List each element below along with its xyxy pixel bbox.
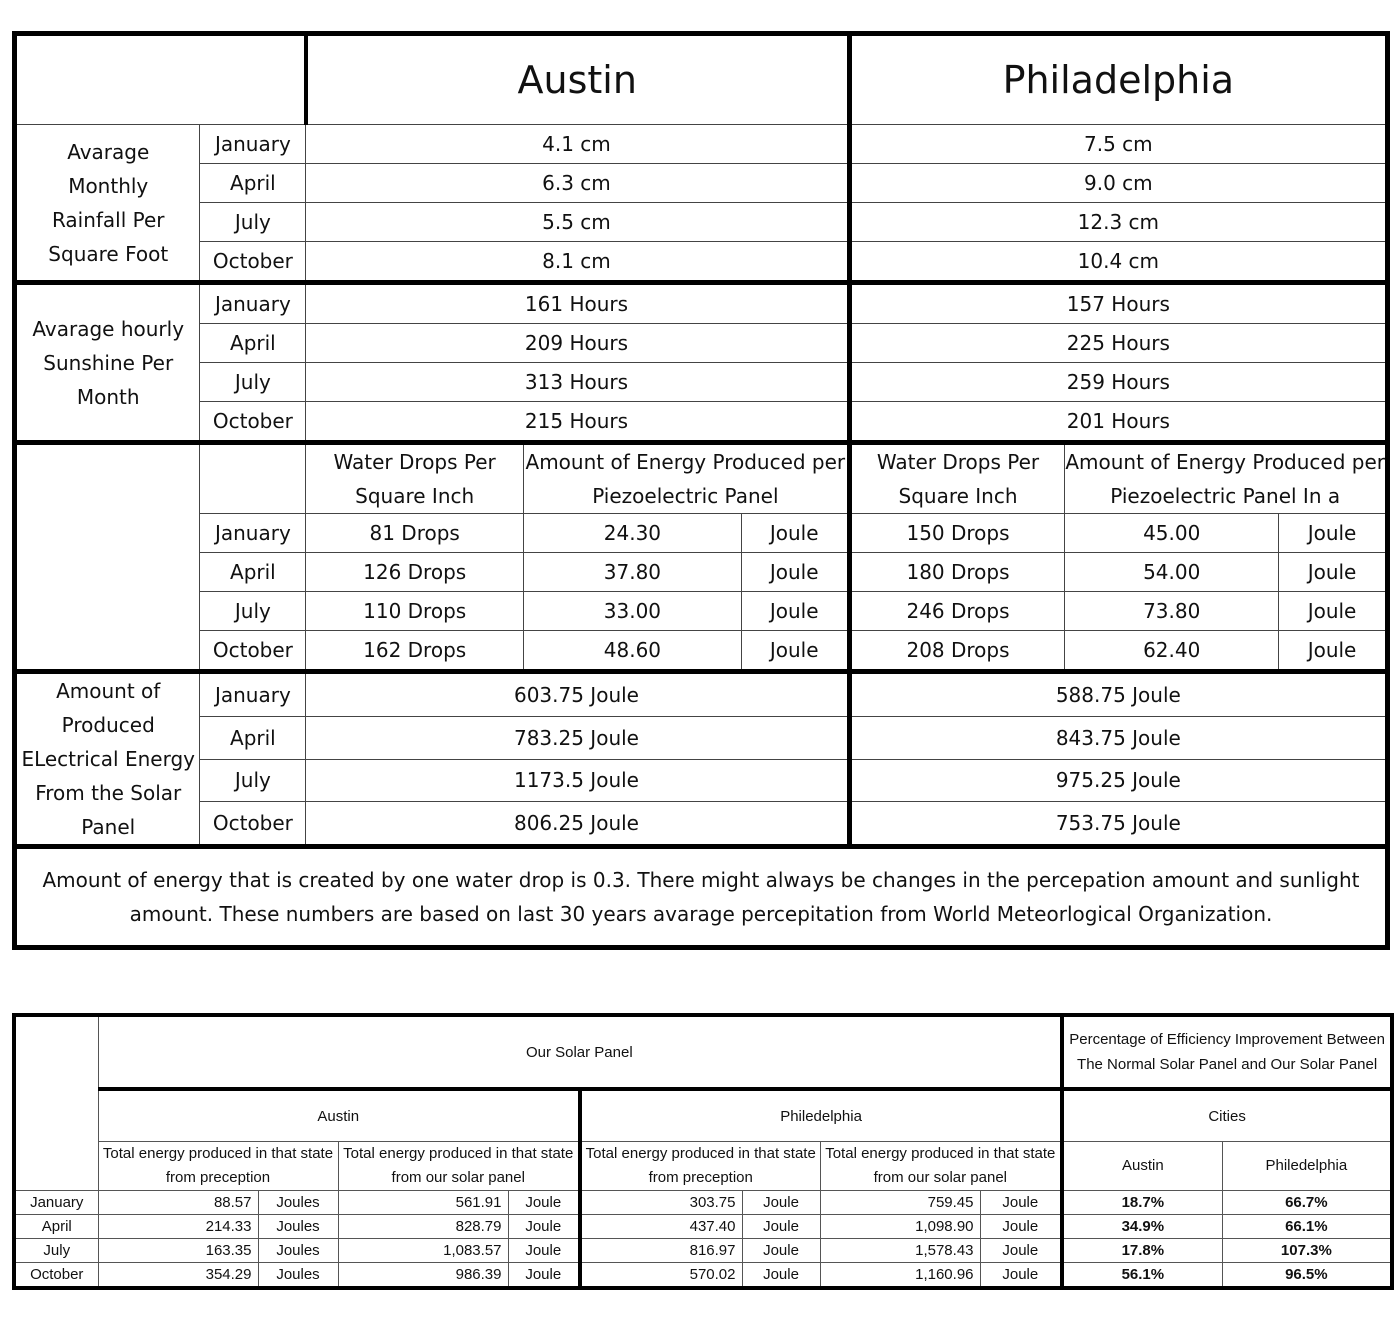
month-label: October: [200, 631, 306, 672]
phila-preception-value: 570.02: [580, 1263, 742, 1289]
month-label: July: [200, 203, 306, 242]
pct-col-austin: Austin: [1062, 1142, 1222, 1191]
unit-joule: Joule: [741, 553, 849, 592]
month-label: July: [200, 592, 306, 631]
corner-cell: [15, 34, 306, 125]
solar-philadelphia: 753.75 Joule: [849, 802, 1387, 847]
unit-joule: Joule: [741, 631, 849, 672]
month-label: October: [14, 1263, 98, 1289]
solar-philadelphia: 975.25 Joule: [849, 759, 1387, 802]
solar-energy-label: Amount of Produced ELectrical Energy From the Solar Panel: [15, 672, 200, 847]
rainfall-austin: 8.1 cm: [306, 242, 849, 283]
unit-joule: Joule: [742, 1191, 820, 1215]
austin-solar-value: 828.79: [338, 1215, 508, 1239]
cities-header: Cities: [1062, 1089, 1392, 1142]
month-label: July: [200, 759, 306, 802]
pct-philedelphia-value: 66.7%: [1222, 1191, 1392, 1215]
unit-joule: Joule: [741, 592, 849, 631]
col-energy-philadelphia: Amount of Energy Produced per Piezoelectric Panel In a: [1065, 443, 1388, 514]
energy-philadelphia: 54.00: [1065, 553, 1279, 592]
unit-joule: Joule: [742, 1215, 820, 1239]
solar-austin: 806.25 Joule: [306, 802, 849, 847]
unit-joules: Joules: [258, 1239, 338, 1263]
city-header-philadelphia: Philadelphia: [849, 34, 1387, 125]
unit-joule: Joule: [742, 1263, 820, 1289]
efficiency-table: [12, 1013, 1394, 1290]
austin-preception-value: 163.35: [98, 1239, 258, 1263]
austin-preception-value: 354.29: [98, 1263, 258, 1289]
month-label: April: [200, 324, 306, 363]
t2-corner-cell: [14, 1015, 98, 1191]
piezo-month-header: [200, 443, 306, 514]
unit-joule: Joule: [508, 1215, 580, 1239]
rainfall-philadelphia: 10.4 cm: [849, 242, 1387, 283]
month-label: July: [200, 363, 306, 402]
month-label: April: [200, 553, 306, 592]
footnote: Amount of energy that is created by one water drop is 0.3. There might always be changes in the percepation amount and sunlight amount. These numbers are based on last 30 years avarage percepitation from World Meteorlogical Organization.: [15, 847, 1388, 948]
drops-austin: 110 Drops: [306, 592, 524, 631]
energy-austin: 37.80: [524, 553, 742, 592]
rainfall-austin: 4.1 cm: [306, 125, 849, 164]
energy-data-table: [12, 31, 1390, 950]
energy-austin: 33.00: [524, 592, 742, 631]
unit-joule: Joule: [980, 1215, 1062, 1239]
energy-philadelphia: 62.40: [1065, 631, 1279, 672]
drops-philadelphia: 246 Drops: [849, 592, 1065, 631]
sunshine-austin: 209 Hours: [306, 324, 849, 363]
city-header-austin: Austin: [306, 34, 849, 125]
unit-joule: Joule: [742, 1239, 820, 1263]
energy-philadelphia: 73.80: [1065, 592, 1279, 631]
austin-preception-value: 214.33: [98, 1215, 258, 1239]
drops-austin: 126 Drops: [306, 553, 524, 592]
pct-philedelphia-value: 96.5%: [1222, 1263, 1392, 1289]
col-austin-preception: Total energy produced in that state from preception: [98, 1142, 338, 1191]
month-label: January: [200, 125, 306, 164]
month-label: April: [200, 716, 306, 759]
sunshine-philadelphia: 259 Hours: [849, 363, 1387, 402]
solar-austin: 783.25 Joule: [306, 716, 849, 759]
month-label: January: [200, 672, 306, 717]
philedelphia-header: Philedelphia: [580, 1089, 1062, 1142]
pct-austin-value: 17.8%: [1062, 1239, 1222, 1263]
unit-joule: Joule: [1279, 592, 1388, 631]
unit-joule: Joule: [980, 1191, 1062, 1215]
phila-solar-value: 1,098.90: [820, 1215, 980, 1239]
month-label: October: [200, 242, 306, 283]
austin-solar-value: 1,083.57: [338, 1239, 508, 1263]
rainfall-austin: 5.5 cm: [306, 203, 849, 242]
rainfall-philadelphia: 7.5 cm: [849, 125, 1387, 164]
pct-austin-value: 18.7%: [1062, 1191, 1222, 1215]
rainfall-label: Avarage Monthly Rainfall Per Square Foot: [15, 125, 200, 283]
energy-austin: 24.30: [524, 514, 742, 553]
month-label: April: [14, 1215, 98, 1239]
drops-austin: 162 Drops: [306, 631, 524, 672]
month-label: October: [200, 802, 306, 847]
col-phila-solar: Total energy produced in that state from our solar panel: [820, 1142, 1062, 1191]
austin-solar-value: 986.39: [338, 1263, 508, 1289]
pct-philedelphia-value: 107.3%: [1222, 1239, 1392, 1263]
pct-austin-value: 56.1%: [1062, 1263, 1222, 1289]
pct-austin-value: 34.9%: [1062, 1215, 1222, 1239]
pct-philedelphia-value: 66.1%: [1222, 1215, 1392, 1239]
month-label: October: [200, 402, 306, 443]
rainfall-austin: 6.3 cm: [306, 164, 849, 203]
sunshine-label: Avarage hourly Sunshine Per Month: [15, 283, 200, 443]
phila-solar-value: 759.45: [820, 1191, 980, 1215]
solar-austin: 603.75 Joule: [306, 672, 849, 717]
solar-philadelphia: 588.75 Joule: [849, 672, 1387, 717]
energy-austin: 48.60: [524, 631, 742, 672]
unit-joule: Joule: [1279, 514, 1388, 553]
phila-preception-value: 816.97: [580, 1239, 742, 1263]
austin-header: Austin: [98, 1089, 580, 1142]
rainfall-philadelphia: 9.0 cm: [849, 164, 1387, 203]
col-austin-solar: Total energy produced in that state from our solar panel: [338, 1142, 580, 1191]
month-label: January: [14, 1191, 98, 1215]
energy-philadelphia: 45.00: [1065, 514, 1279, 553]
col-water-drops-philadelphia: Water Drops Per Square Inch: [849, 443, 1065, 514]
drops-philadelphia: 180 Drops: [849, 553, 1065, 592]
month-label: January: [200, 283, 306, 324]
col-energy-austin: Amount of Energy Produced per Piezoelectric Panel: [524, 443, 850, 514]
unit-joule: Joule: [1279, 631, 1388, 672]
month-label: January: [200, 514, 306, 553]
phila-solar-value: 1,578.43: [820, 1239, 980, 1263]
phila-preception-value: 437.40: [580, 1215, 742, 1239]
piezo-blank-label: [15, 443, 200, 672]
unit-joule: Joule: [741, 514, 849, 553]
austin-preception-value: 88.57: [98, 1191, 258, 1215]
drops-philadelphia: 208 Drops: [849, 631, 1065, 672]
sunshine-philadelphia: 225 Hours: [849, 324, 1387, 363]
unit-joule: Joule: [508, 1263, 580, 1289]
col-phila-preception: Total energy produced in that state from preception: [580, 1142, 820, 1191]
unit-joule: Joule: [1279, 553, 1388, 592]
unit-joule: Joule: [980, 1263, 1062, 1289]
solar-austin: 1173.5 Joule: [306, 759, 849, 802]
phila-solar-value: 1,160.96: [820, 1263, 980, 1289]
month-label: July: [14, 1239, 98, 1263]
unit-joules: Joules: [258, 1215, 338, 1239]
our-solar-panel-header: Our Solar Panel: [98, 1015, 1062, 1089]
drops-philadelphia: 150 Drops: [849, 514, 1065, 553]
austin-solar-value: 561.91: [338, 1191, 508, 1215]
unit-joule: Joule: [980, 1239, 1062, 1263]
col-water-drops-austin: Water Drops Per Square Inch: [306, 443, 524, 514]
solar-philadelphia: 843.75 Joule: [849, 716, 1387, 759]
month-label: April: [200, 164, 306, 203]
pct-col-philedelphia: Philedelphia: [1222, 1142, 1392, 1191]
sunshine-philadelphia: 201 Hours: [849, 402, 1387, 443]
sunshine-austin: 313 Hours: [306, 363, 849, 402]
drops-austin: 81 Drops: [306, 514, 524, 553]
pct-improvement-header: Percentage of Efficiency Improvement Between The Normal Solar Panel and Our Solar Panel: [1062, 1015, 1392, 1089]
phila-preception-value: 303.75: [580, 1191, 742, 1215]
unit-joules: Joules: [258, 1191, 338, 1215]
unit-joule: Joule: [508, 1191, 580, 1215]
unit-joules: Joules: [258, 1263, 338, 1289]
unit-joule: Joule: [508, 1239, 580, 1263]
sunshine-philadelphia: 157 Hours: [849, 283, 1387, 324]
rainfall-philadelphia: 12.3 cm: [849, 203, 1387, 242]
sunshine-austin: 215 Hours: [306, 402, 849, 443]
sunshine-austin: 161 Hours: [306, 283, 849, 324]
